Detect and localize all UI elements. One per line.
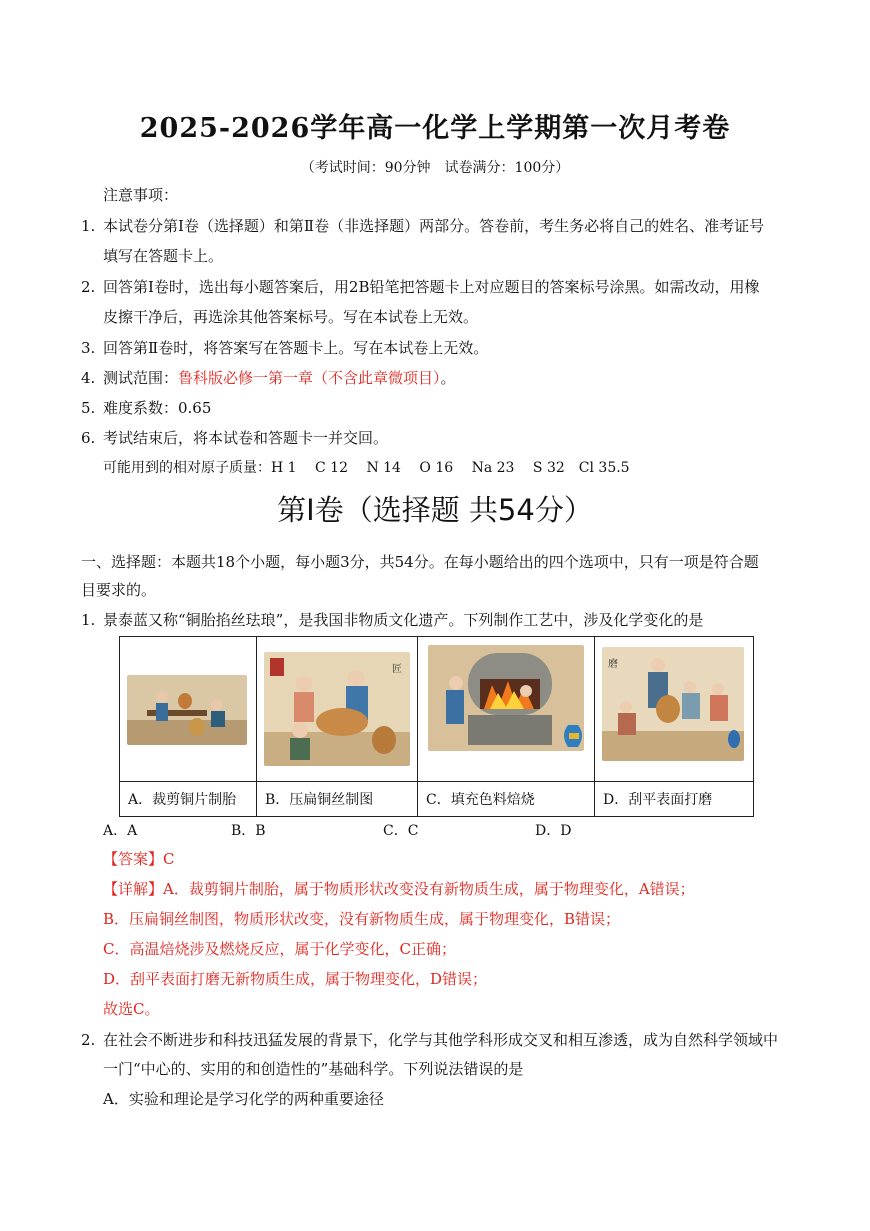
svg-text:匠: 匠 [392, 664, 402, 675]
q1-answer: 【答案】C [103, 850, 175, 868]
image-cell-a [120, 637, 257, 782]
question-2-stem-cont: 一门“中心的、实用的和创造性的”基础科学。下列说法错误的是 [103, 1060, 524, 1078]
option-b: B．B [231, 823, 266, 839]
image-cell-d [595, 637, 754, 782]
painting-pressing-wire [264, 652, 410, 766]
notice-heading: 注意事项： [103, 186, 179, 204]
q1-analysis-line-1: 【详解】A．裁剪铜片制胎，属于物质形状改变没有新物质生成，属于物理变化，A错误； [103, 880, 695, 898]
painting-firing-kiln [428, 645, 584, 751]
section-title: 第Ⅰ卷（选择题 共54分） [277, 493, 593, 527]
image-cell-b [257, 637, 418, 782]
option-d: D．D [535, 823, 572, 839]
section-intro: 一、选择题：本题共18个小题，每小题3分，共54分。在每小题给出的四个选项中，只有一项是符合题 [81, 553, 759, 571]
notice-item-5: 5. 难度系数：0.65 [81, 399, 212, 417]
question-2-stem: 2. 在社会不断进步和科技迅猛发展的背景下，化学与其他学科形成交叉和相互渗透，成为自然科学领域中 [81, 1031, 779, 1049]
image-cell-c [418, 637, 595, 782]
caption-d: D．刮平表面打磨 [595, 782, 754, 817]
atomic-masses: 可能用到的相对原子质量：H 1 C 12 N 14 O 16 Na 23 S 32 Cl 35.5 [103, 460, 630, 476]
q1-conclusion: 故选C。 [103, 1000, 160, 1018]
test-scope: 鲁科版必修一第一章（不含此章微项目） [178, 369, 441, 387]
q2-option-a: A．实验和理论是学习化学的两种重要途径 [103, 1090, 384, 1108]
painting-cutting-copper [127, 675, 247, 745]
exam-subtitle: （考试时间：90分钟 试卷满分：100分） [300, 160, 570, 176]
notice-item-4: 4. 测试范围：鲁科版必修一第一章（不含此章微项目）。 [81, 369, 456, 387]
q1-analysis-line-4: D．刮平表面打磨无新物质生成，属于物理变化，D错误； [103, 970, 488, 988]
q1-analysis-line-2: B．压扁铜丝制图，物质形状改变，没有新物质生成，属于物理变化，B错误； [103, 910, 621, 928]
section-intro-cont: 目要求的。 [81, 581, 157, 599]
option-c: C．C [383, 823, 419, 839]
svg-text:磨: 磨 [608, 659, 618, 670]
question-1-stem: 1. 景泰蓝又称“铜胎掐丝珐琅”，是我国非物质文化遗产。下列制作工艺中，涉及化学变化的是 [81, 611, 704, 629]
option-a: A．A [103, 823, 138, 839]
process-image-table [119, 636, 754, 817]
notice-item-3: 3. 回答第Ⅱ卷时，将答案写在答题卡上。写在本试卷上无效。 [81, 339, 489, 357]
painting-polishing [602, 647, 744, 761]
notice-item-2: 2. 回答第Ⅰ卷时，选出每小题答案后，用2B铅笔把答题卡上对应题目的答案标号涂黑。如需改动，用橡 [81, 278, 760, 296]
exam-title: 2025-2026学年高一化学上学期第一次月考卷 [139, 113, 731, 144]
q1-analysis-line-3: C．高温焙烧涉及燃烧反应，属于化学变化，C正确； [103, 940, 456, 958]
notice-item-6: 6. 考试结束后，将本试卷和答题卡一并交回。 [81, 429, 389, 447]
notice-item-1: 1. 本试卷分第Ⅰ卷（选择题）和第Ⅱ卷（非选择题）两部分。答卷前，考生务必将自己的姓名、准考证号 [81, 217, 765, 235]
notice-item-1-cont: 填写在答题卡上。 [103, 247, 224, 265]
notice-item-2-cont: 皮擦干净后，再选涂其他答案标号。写在本试卷上无效。 [103, 308, 479, 326]
caption-b: B．压扁铜丝制图 [257, 782, 418, 817]
caption-a: A．裁剪铜片制胎 [120, 782, 257, 817]
caption-c: C．填充色料焙烧 [418, 782, 595, 817]
